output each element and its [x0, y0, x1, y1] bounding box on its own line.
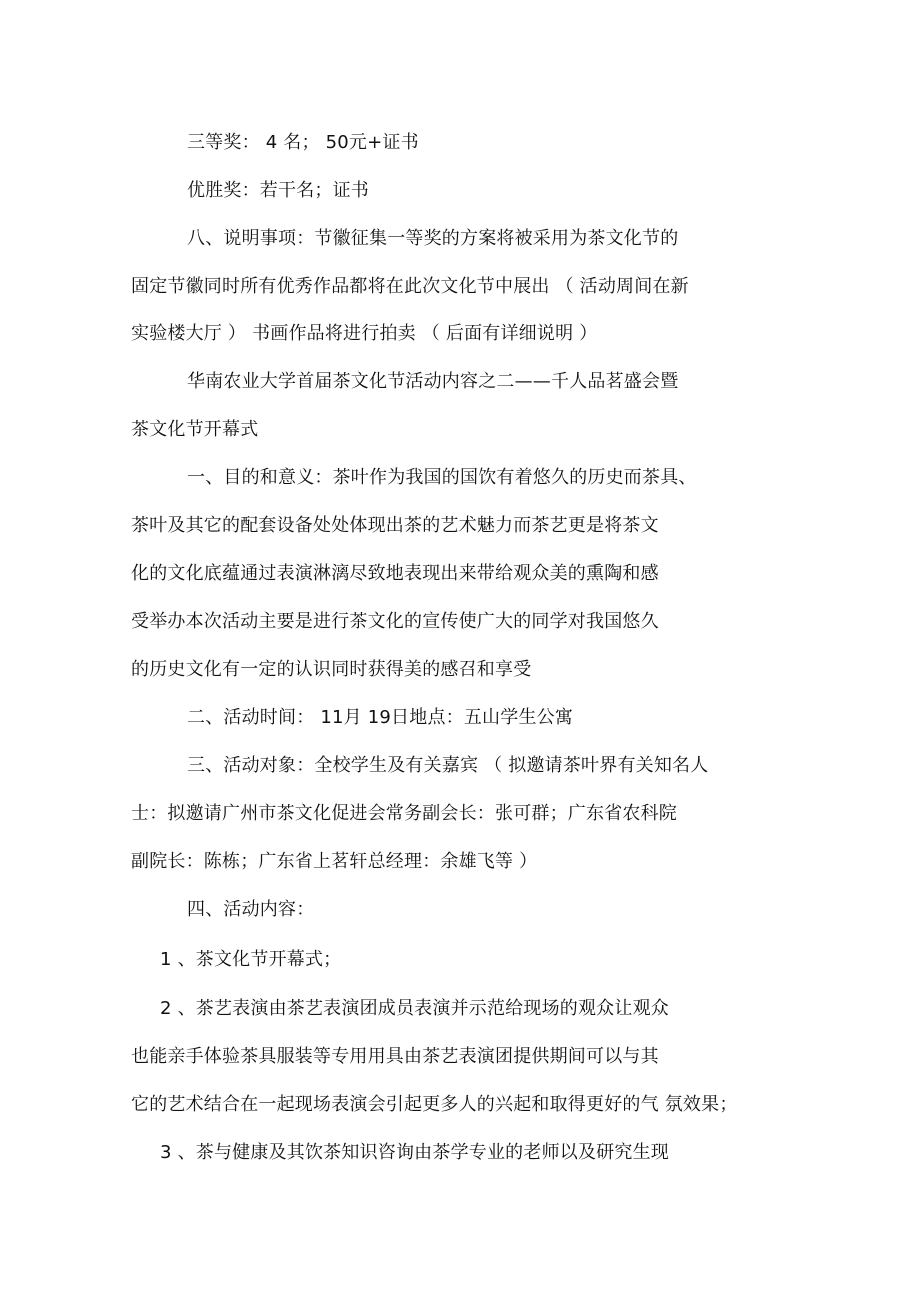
text-line: 实验楼大厅 ） 书画作品将进行拍卖 （ 后面有详细说明 ）	[131, 323, 598, 344]
text-line-activities-heading: 四、活动内容：	[187, 899, 315, 920]
text-line-merit-prize: 优胜奖：若干名；证书	[187, 180, 369, 201]
text-line: 士：拟邀请广州市茶文化促进会常务副会长：张可群；广东省农科院	[131, 803, 677, 824]
list-item-1: 1 、茶文化节开幕式；	[160, 949, 342, 970]
section-title-continued: 茶文化节开幕式	[131, 419, 259, 440]
text-line: 化的文化底蕴通过表演淋漓尽致地表现出来带给观众美的熏陶和感	[131, 563, 659, 584]
text-line: 副院长：陈栋；广东省上茗轩总经理：余雄飞等 ）	[131, 851, 538, 872]
text-line: 的历史文化有一定的认识同时获得美的感召和享受	[131, 659, 532, 680]
text-line-third-prize: 三等奖： 4 名； 50元+证书	[187, 132, 419, 153]
text-line-purpose: 一、目的和意义：茶叶作为我国的国饮有着悠久的历史而茶具、	[187, 467, 697, 488]
text-line: 固定节徽同时所有优秀作品都将在此次文化节中展出 （ 活动周间在新	[131, 276, 689, 297]
list-item-3: 3 、茶与健康及其饮茶知识咨询由茶学专业的老师以及研究生现	[160, 1142, 669, 1163]
section-title: 华南农业大学首届茶文化节活动内容之二——千人品茗盛会暨	[187, 371, 679, 392]
text-line: 也能亲手体验茶具服装等专用用具由茶艺表演团提供期间可以与其	[131, 1046, 659, 1067]
text-line: 茶叶及其它的配套设备处处体现出茶的艺术魅力而茶艺更是将茶文	[131, 515, 659, 536]
text-line-time-place: 二、活动时间： 11月 19日地点：五山学生公寓	[187, 707, 574, 728]
text-line: 受举办本次活动主要是进行茶文化的宣传使广大的同学对我国悠久	[131, 611, 659, 632]
list-item-2: 2 、茶艺表演由茶艺表演团成员表演并示范给现场的观众让观众	[160, 998, 669, 1019]
text-line-notes-heading: 八、说明事项：节徽征集一等奖的方案将被采用为茶文化节的	[187, 228, 679, 249]
text-line: 它的艺术结合在一起现场表演会引起更多人的兴起和取得更好的气 氛效果；	[131, 1094, 738, 1115]
text-line-audience: 三、活动对象：全校学生及有关嘉宾 （ 拟邀请茶叶界有关知名人	[187, 755, 709, 776]
